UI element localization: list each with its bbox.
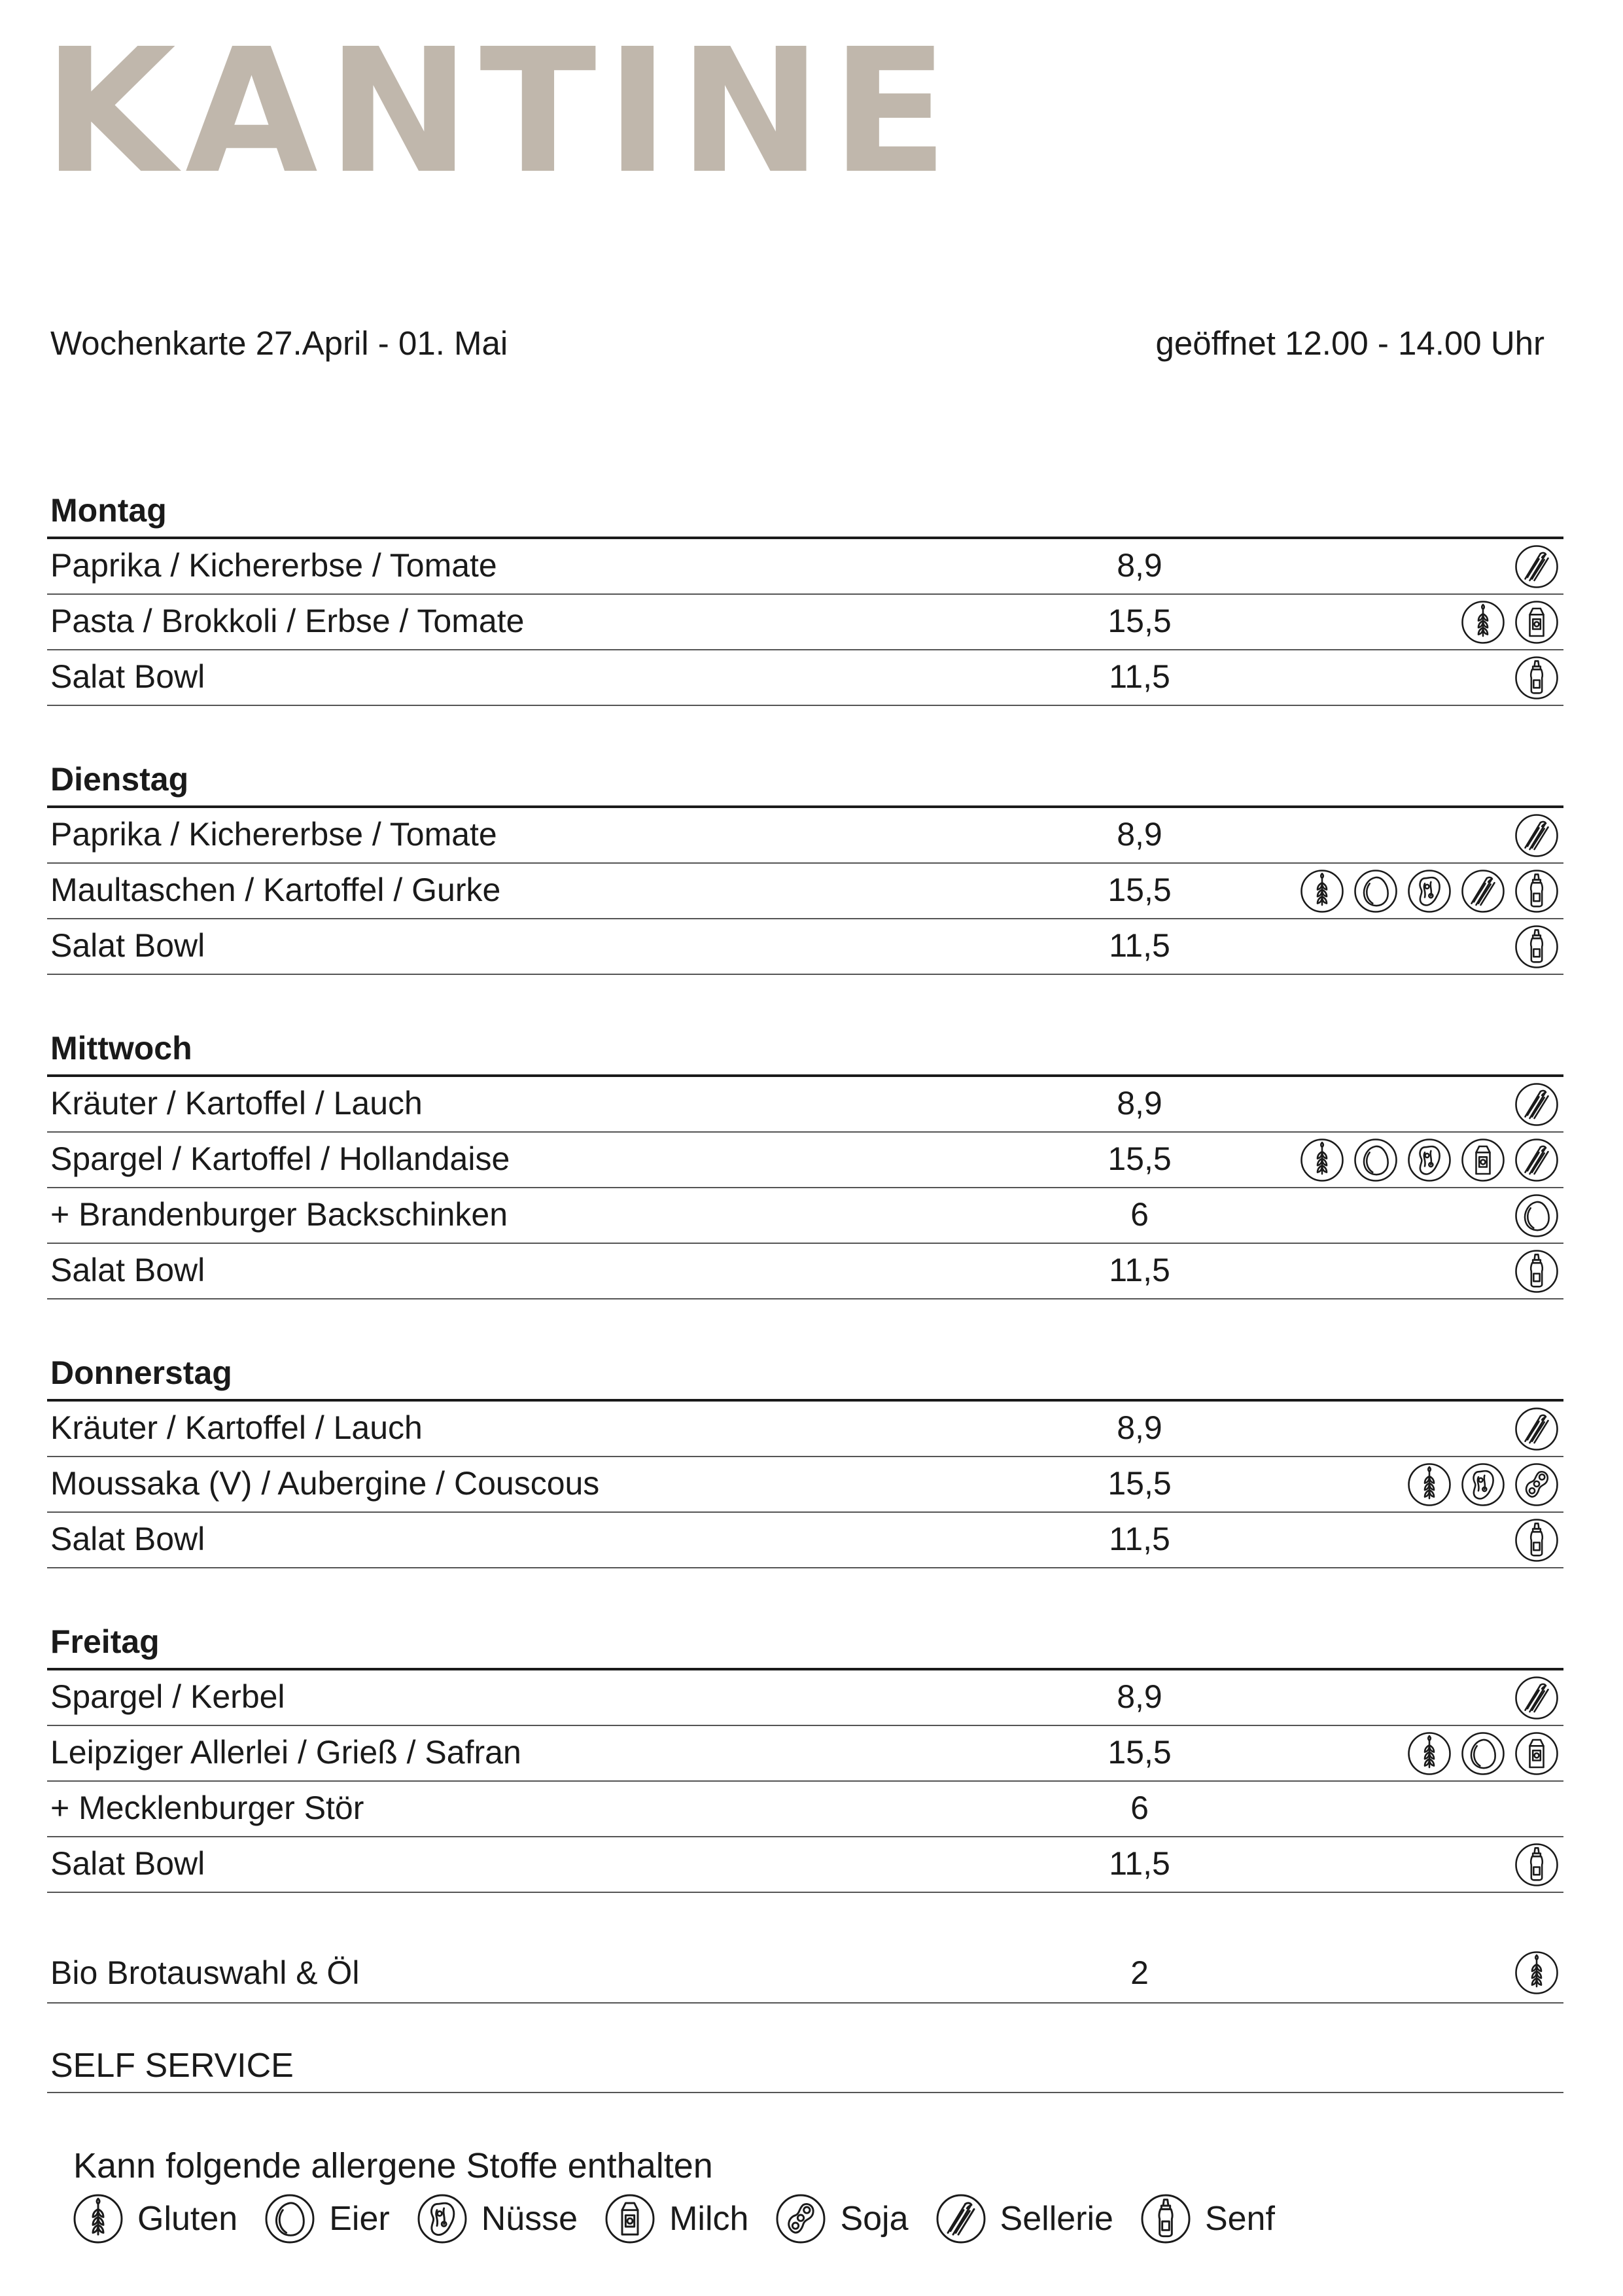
menu-item [47, 1188, 1563, 1244]
allergen-icons [1299, 868, 1560, 915]
nuts-icon [1460, 1462, 1506, 1508]
mustard-icon [1140, 2193, 1192, 2245]
egg-icon [264, 2193, 316, 2245]
mustard-icon [1514, 868, 1560, 914]
dish-name: Kräuter / Kartoffel / Lauch [50, 1409, 423, 1446]
allergen-icons [1406, 1730, 1560, 1777]
allergen-icons [1514, 1674, 1560, 1722]
legend-items [72, 2193, 1301, 2245]
day-heading: Donnerstag [47, 1347, 1563, 1402]
week-range: Wochenkarte 27.April - 01. Mai [50, 325, 508, 362]
allergen-icons [1514, 1841, 1560, 1888]
legend-label: Nüsse [481, 2200, 578, 2238]
menu-item [47, 1513, 1563, 1568]
day-section [47, 1347, 1563, 1568]
dish-name: Salat Bowl [50, 927, 205, 964]
egg-icon [1353, 868, 1399, 914]
dish-name: Moussaka (V) / Aubergine / Couscous [50, 1465, 600, 1502]
legend-item [775, 2193, 908, 2245]
dish-price: 2 [1130, 1954, 1149, 1991]
day-heading: Mittwoch [47, 1022, 1563, 1077]
allergen-icons [1514, 654, 1560, 701]
gluten-icon [72, 2193, 124, 2245]
legend-label: Soja [840, 2200, 909, 2238]
menu-item [47, 864, 1563, 919]
dish-name: Spargel / Kartoffel / Hollandaise [50, 1140, 510, 1177]
menu-item [47, 1402, 1563, 1457]
egg-icon [1460, 1731, 1506, 1776]
menu-item [47, 1670, 1563, 1726]
gluten-icon [1406, 1462, 1452, 1508]
allergen-icons [1514, 1517, 1560, 1564]
dish-name: Leipziger Allerlei / Grieß / Safran [50, 1734, 521, 1771]
legend-item [1140, 2193, 1275, 2245]
dish-name: + Mecklenburger Stör [50, 1790, 364, 1826]
egg-icon [1514, 1193, 1560, 1239]
day-section [47, 753, 1563, 975]
allergen-legend [73, 2143, 1301, 2245]
dish-price: 15,5 [1108, 603, 1172, 639]
legend-item [416, 2193, 578, 2245]
dish-price: 8,9 [1117, 1678, 1162, 1715]
legend-label: Milch [669, 2200, 749, 2238]
dish-price: 6 [1130, 1790, 1149, 1826]
menu-item [47, 595, 1563, 650]
gluten-icon [1460, 599, 1506, 645]
celery-icon [935, 2193, 987, 2245]
dish-price: 11,5 [1109, 1845, 1170, 1882]
dish-price: 8,9 [1117, 1409, 1162, 1446]
legend-label: Gluten [137, 2200, 238, 2238]
legend-item [935, 2193, 1113, 2245]
legend-label: Senf [1204, 2200, 1275, 2238]
dish-name: Spargel / Kerbel [50, 1678, 285, 1715]
allergen-icons [1514, 543, 1560, 590]
gluten-icon [1514, 1950, 1560, 1996]
allergen-icons [1514, 1192, 1560, 1239]
allergen-icons [1299, 1137, 1560, 1184]
weekly-menu [47, 484, 1563, 2093]
dish-name: Paprika / Kichererbse / Tomate [50, 547, 497, 584]
dish-name: Bio Brotauswahl & Öl [50, 1954, 360, 1991]
dish-name: + Brandenburger Backschinken [50, 1196, 508, 1233]
nuts-icon [1406, 868, 1452, 914]
day-section [47, 484, 1563, 706]
page-title: KANTINE [43, 12, 958, 211]
gluten-icon [1299, 868, 1345, 914]
legend-item [264, 2193, 389, 2245]
day-section [47, 1616, 1563, 1893]
menu-item [47, 1457, 1563, 1513]
allergen-icons [1514, 1248, 1560, 1295]
soy-icon [1514, 1462, 1560, 1508]
menu-item [47, 539, 1563, 595]
legend-label: Eier [329, 2200, 390, 2238]
celery-icon [1514, 813, 1560, 858]
celery-icon [1514, 1137, 1560, 1183]
dish-price: 11,5 [1109, 658, 1170, 695]
dish-price: 15,5 [1108, 1465, 1172, 1502]
milk-icon [1514, 599, 1560, 645]
menu-item [47, 1837, 1563, 1893]
legend-title: Kann folgende allergene Stoffe enthalten [73, 2146, 713, 2185]
self-service-note: SELF SERVICE [47, 2040, 1563, 2093]
menu-item [47, 650, 1563, 706]
mustard-icon [1514, 1248, 1560, 1294]
menu-item [47, 1726, 1563, 1782]
dish-price: 11,5 [1109, 927, 1170, 964]
allergen-icons [1514, 1081, 1560, 1128]
dish-name: Salat Bowl [50, 658, 205, 695]
allergen-icons [1514, 812, 1560, 859]
gluten-icon [1406, 1731, 1452, 1776]
allergen-icons [1406, 1461, 1560, 1508]
legend-item [604, 2193, 748, 2245]
menu-item [47, 808, 1563, 864]
dish-price: 8,9 [1117, 547, 1162, 584]
dish-name: Paprika / Kichererbse / Tomate [50, 816, 497, 853]
celery-icon [1514, 1675, 1560, 1721]
mustard-icon [1514, 1842, 1560, 1888]
menu-item [47, 1244, 1563, 1299]
allergen-icons [1514, 923, 1560, 970]
dish-name: Salat Bowl [50, 1845, 205, 1882]
day-heading: Montag [47, 484, 1563, 539]
nuts-icon [1406, 1137, 1452, 1183]
milk-icon [604, 2193, 656, 2245]
dish-name: Kräuter / Kartoffel / Lauch [50, 1085, 423, 1122]
dish-price: 6 [1130, 1196, 1149, 1233]
day-heading: Dienstag [47, 753, 1563, 808]
legend-item [72, 2193, 237, 2245]
dish-price: 11,5 [1109, 1252, 1170, 1288]
dish-price: 15,5 [1108, 1734, 1172, 1771]
celery-icon [1514, 1406, 1560, 1452]
egg-icon [1353, 1137, 1399, 1183]
dish-name: Salat Bowl [50, 1521, 205, 1557]
day-heading: Freitag [47, 1616, 1563, 1670]
menu-item [47, 1077, 1563, 1133]
milk-icon [1460, 1137, 1506, 1183]
dish-name: Salat Bowl [50, 1252, 205, 1288]
day-section [47, 1022, 1563, 1299]
dish-price: 15,5 [1108, 1140, 1172, 1177]
celery-icon [1460, 868, 1506, 914]
dish-name: Maultaschen / Kartoffel / Gurke [50, 872, 501, 908]
dish-price: 8,9 [1117, 1085, 1162, 1122]
menu-item [47, 1133, 1563, 1188]
menu-item [47, 1940, 1563, 2004]
gluten-icon [1299, 1137, 1345, 1183]
allergen-icons [1460, 599, 1560, 646]
mustard-icon [1514, 924, 1560, 970]
dish-price: 11,5 [1109, 1521, 1170, 1557]
bread-section [47, 1940, 1563, 2004]
celery-icon [1514, 1082, 1560, 1127]
mustard-icon [1514, 1517, 1560, 1563]
celery-icon [1514, 544, 1560, 590]
nuts-icon [416, 2193, 468, 2245]
soy-icon [775, 2193, 827, 2245]
dish-price: 15,5 [1108, 872, 1172, 908]
milk-icon [1514, 1731, 1560, 1776]
allergen-icons [1514, 1949, 1560, 1996]
legend-label: Sellerie [1000, 2200, 1113, 2238]
opening-hours: geöffnet 12.00 - 14.00 Uhr [1155, 325, 1544, 362]
dish-price: 8,9 [1117, 816, 1162, 853]
menu-item [47, 919, 1563, 975]
menu-item [47, 1782, 1563, 1837]
allergen-icons [1514, 1405, 1560, 1453]
dish-name: Pasta / Brokkoli / Erbse / Tomate [50, 603, 525, 639]
mustard-icon [1514, 655, 1560, 701]
